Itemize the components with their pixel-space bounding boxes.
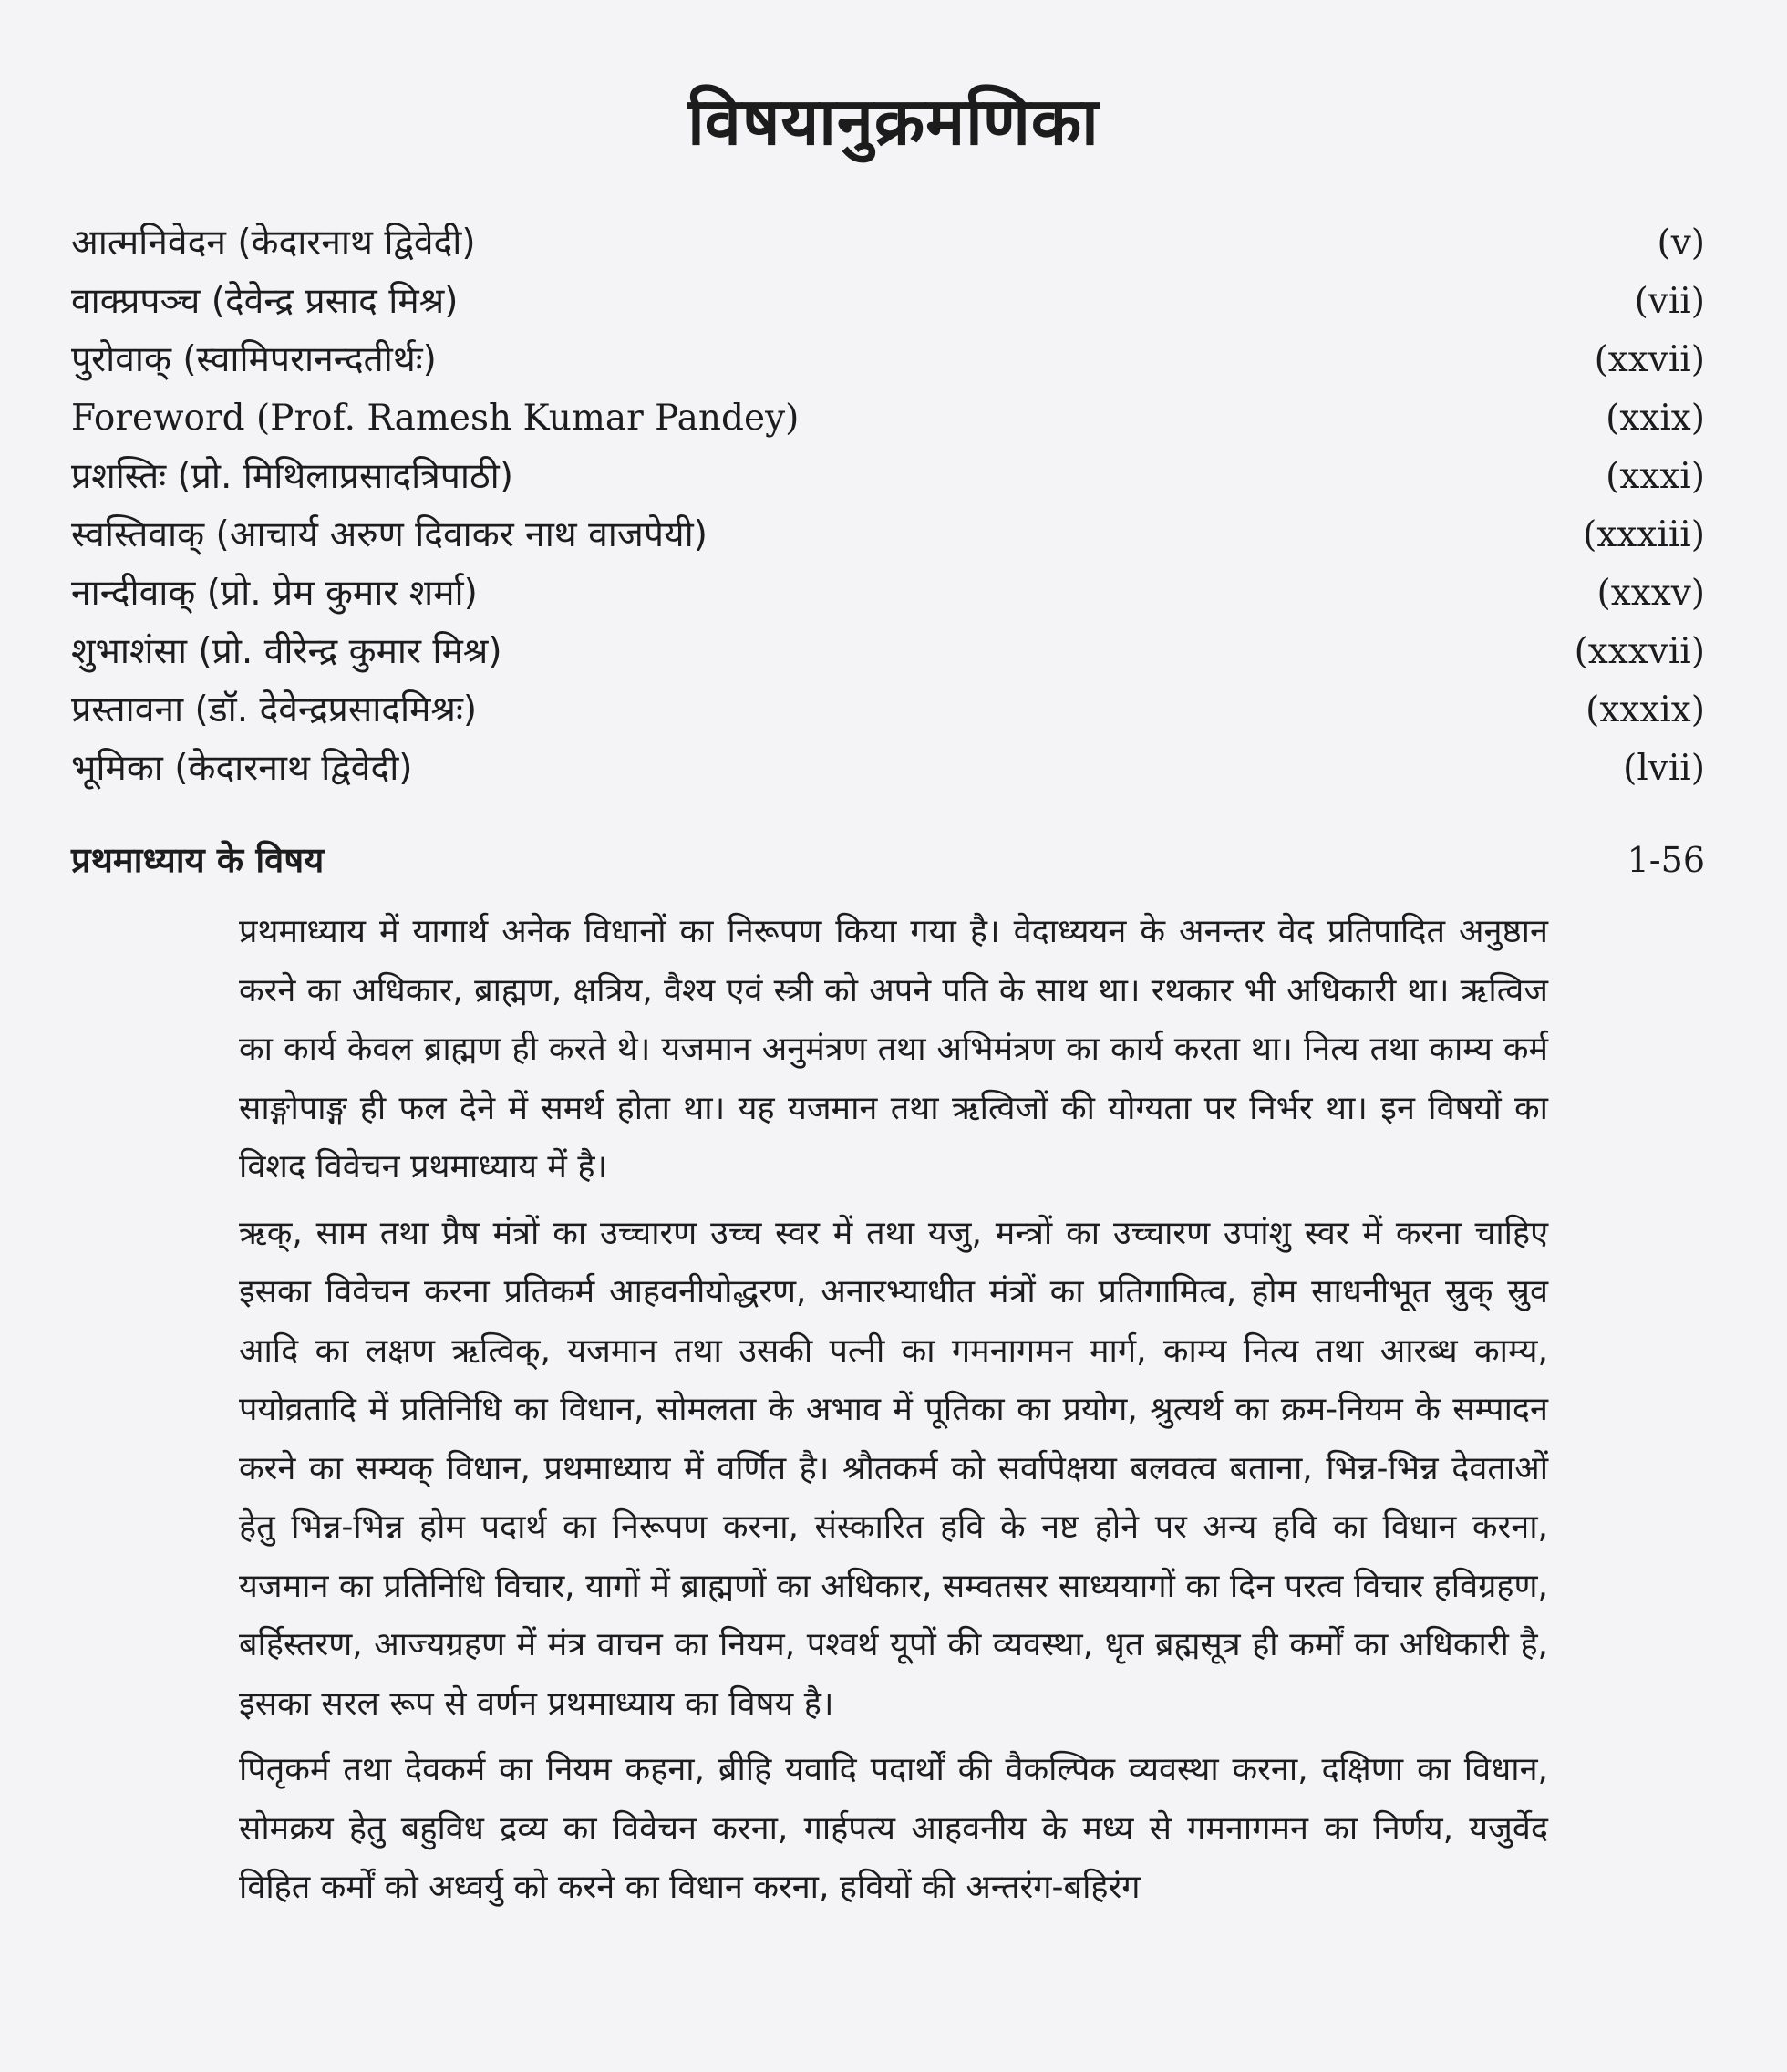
body-paragraph: पितृकर्म तथा देवकर्म का नियम कहना, ब्रीहि यवादि पदार्थों की वैकल्पिक व्यवस्था करना, दक्षिणा का विधान, सोमक्रय हेतु बहुविध द्रव्य का विवेचन करना, गार्हपत्य आहवनीय के मध्य से गमनागमन का निर्णय, यजुर्वेद विहित कर्मों को अध्वर्यु को करने का विधान करना, हवियों की अन्तरंग-बहिरंग xyxy=(239,1751,1548,1906)
table-of-contents xyxy=(71,214,1705,798)
toc-entry-label: प्रशस्तिः (प्रो. मिथिलाप्रसादत्रिपाठी) xyxy=(71,456,514,497)
toc-entry-page: (xxxiii) xyxy=(1583,514,1705,555)
toc-entry xyxy=(71,214,1705,273)
toc-entry-label: नान्दीवाक् (प्रो. प्रेम कुमार शर्मा) xyxy=(71,573,478,614)
toc-entry-label: पुरोवाक् (स्वामिपरानन्दतीर्थः) xyxy=(71,339,437,380)
toc-entry-label: प्रस्तावना (डॉ. देवेन्द्रप्रसादमिश्रः) xyxy=(71,689,478,730)
toc-entry xyxy=(71,740,1705,798)
toc-entry-label: आत्मनिवेदन (केदारनाथ द्विवेदी) xyxy=(71,223,476,264)
toc-entry-page: (vii) xyxy=(1634,281,1705,322)
toc-entry xyxy=(71,273,1705,331)
toc-entry xyxy=(71,331,1705,389)
toc-entry xyxy=(71,681,1705,740)
section-body xyxy=(239,903,1548,1925)
section-heading: प्रथमाध्याय के विषय xyxy=(71,840,325,880)
body-paragraph: ऋक्, साम तथा प्रैष मंत्रों का उच्चारण उच्च स्वर में तथा यजु, मन्त्रों का उच्चारण उपांशु स्वर में करना चाहिए इसका विवेचन करना प्रतिकर्म आहवनीयोद्धरण, अनारभ्याधीत मंत्रों का प्रतिगामित्व, होम साधनीभूत स्रुक् स्रुव आदि का लक्षण ऋत्विक्, यजमान तथा उसकी पत्नी का गमनागमन मार्ग, काम्य नित्य तथा आरब्ध काम्य, पयोव्रतादि में प्रतिनिधि का विधान, सोमलता के अभाव में पूतिका का प्रयोग, श्रुत्यर्थ का क्रम-नियम के सम्पादन करने का सम्यक् विधान, प्रथमाध्याय में वर्णित है। श्रौतकर्म को सर्वापेक्षया बलवत्व बताना, भिन्न-भिन्न देवताओं हेतु भिन्न-भिन्न होम पदार्थ का निरूपण करना, संस्कारित हवि के नष्ट होने पर अन्य हवि का विधान करना, यजमान का प्रतिनिधि विचार, यागों में ब्राह्मणों का अधिकार, सम्वतसर साध्ययागों का दिन परत्व विचार हविग्रहण, बर्हिस्तरण, आज्यग्रहण में मंत्र वाचन का नियम, पश्वर्थ यूपों की व्यवस्था, धृत ब्रह्मसूत्र ही कर्मों का अधिकारी है, इसका सरल रूप से वर्णन प्रथमाध्याय का विषय है। xyxy=(239,1214,1548,1723)
section-header xyxy=(71,828,1705,892)
toc-entry-label: भूमिका (केदारनाथ द्विवेदी) xyxy=(71,748,413,789)
toc-entry-label: वाक्प्रपञ्च (देवेन्द्र प्रसाद मिश्र) xyxy=(71,281,459,322)
section-page-range: 1-56 xyxy=(1627,840,1705,880)
toc-entry-label: शुभाशंसा (प्रो. वीरेन्द्र कुमार मिश्र) xyxy=(71,631,502,672)
toc-entry xyxy=(71,448,1705,506)
toc-entry xyxy=(71,389,1705,448)
toc-entry xyxy=(71,506,1705,565)
toc-entry-page: (xxvii) xyxy=(1594,339,1705,380)
toc-entry-label: Foreword (Prof. Ramesh Kumar Pandey) xyxy=(71,398,800,439)
toc-entry-label: स्वस्तिवाक् (आचार्य अरुण दिवाकर नाथ वाजपेयी) xyxy=(71,514,708,555)
toc-entry-page: (xxix) xyxy=(1606,398,1705,439)
toc-entry-page: (xxxix) xyxy=(1586,689,1705,730)
toc-entry-page: (xxxi) xyxy=(1606,456,1705,497)
toc-entry xyxy=(71,623,1705,681)
toc-entry-page: (xxxv) xyxy=(1596,573,1705,614)
toc-entry-page: (xxxvii) xyxy=(1574,631,1705,672)
body-paragraph: प्रथमाध्याय में यागार्थ अनेक विधानों का निरूपण किया गया है। वेदाध्ययन के अनन्तर वेद प्रतिपादित अनुष्ठान करने का अधिकार, ब्राह्मण, क्षत्रिय, वैश्य एवं स्त्री को अपने पति के साथ था। रथकार भी अधिकारी था। ऋत्विज का कार्य केवल ब्राह्मण ही करते थे। यजमान अनुमंत्रण तथा अभिमंत्रण का कार्य करता था। नित्य तथा काम्य कर्म साङ्गोपाङ्ग ही फल देने में समर्थ होता था। यह यजमान तथा ऋत्विजों की योग्यता पर निर्भर था। इन विषयों का विशद विवेचन प्रथमाध्याय में है। xyxy=(239,913,1548,1186)
toc-entry-page: (lvii) xyxy=(1623,748,1705,789)
toc-entry xyxy=(71,565,1705,623)
toc-entry-page: (v) xyxy=(1657,223,1705,264)
page-title: विषयानुक्रमणिका xyxy=(687,83,1100,160)
